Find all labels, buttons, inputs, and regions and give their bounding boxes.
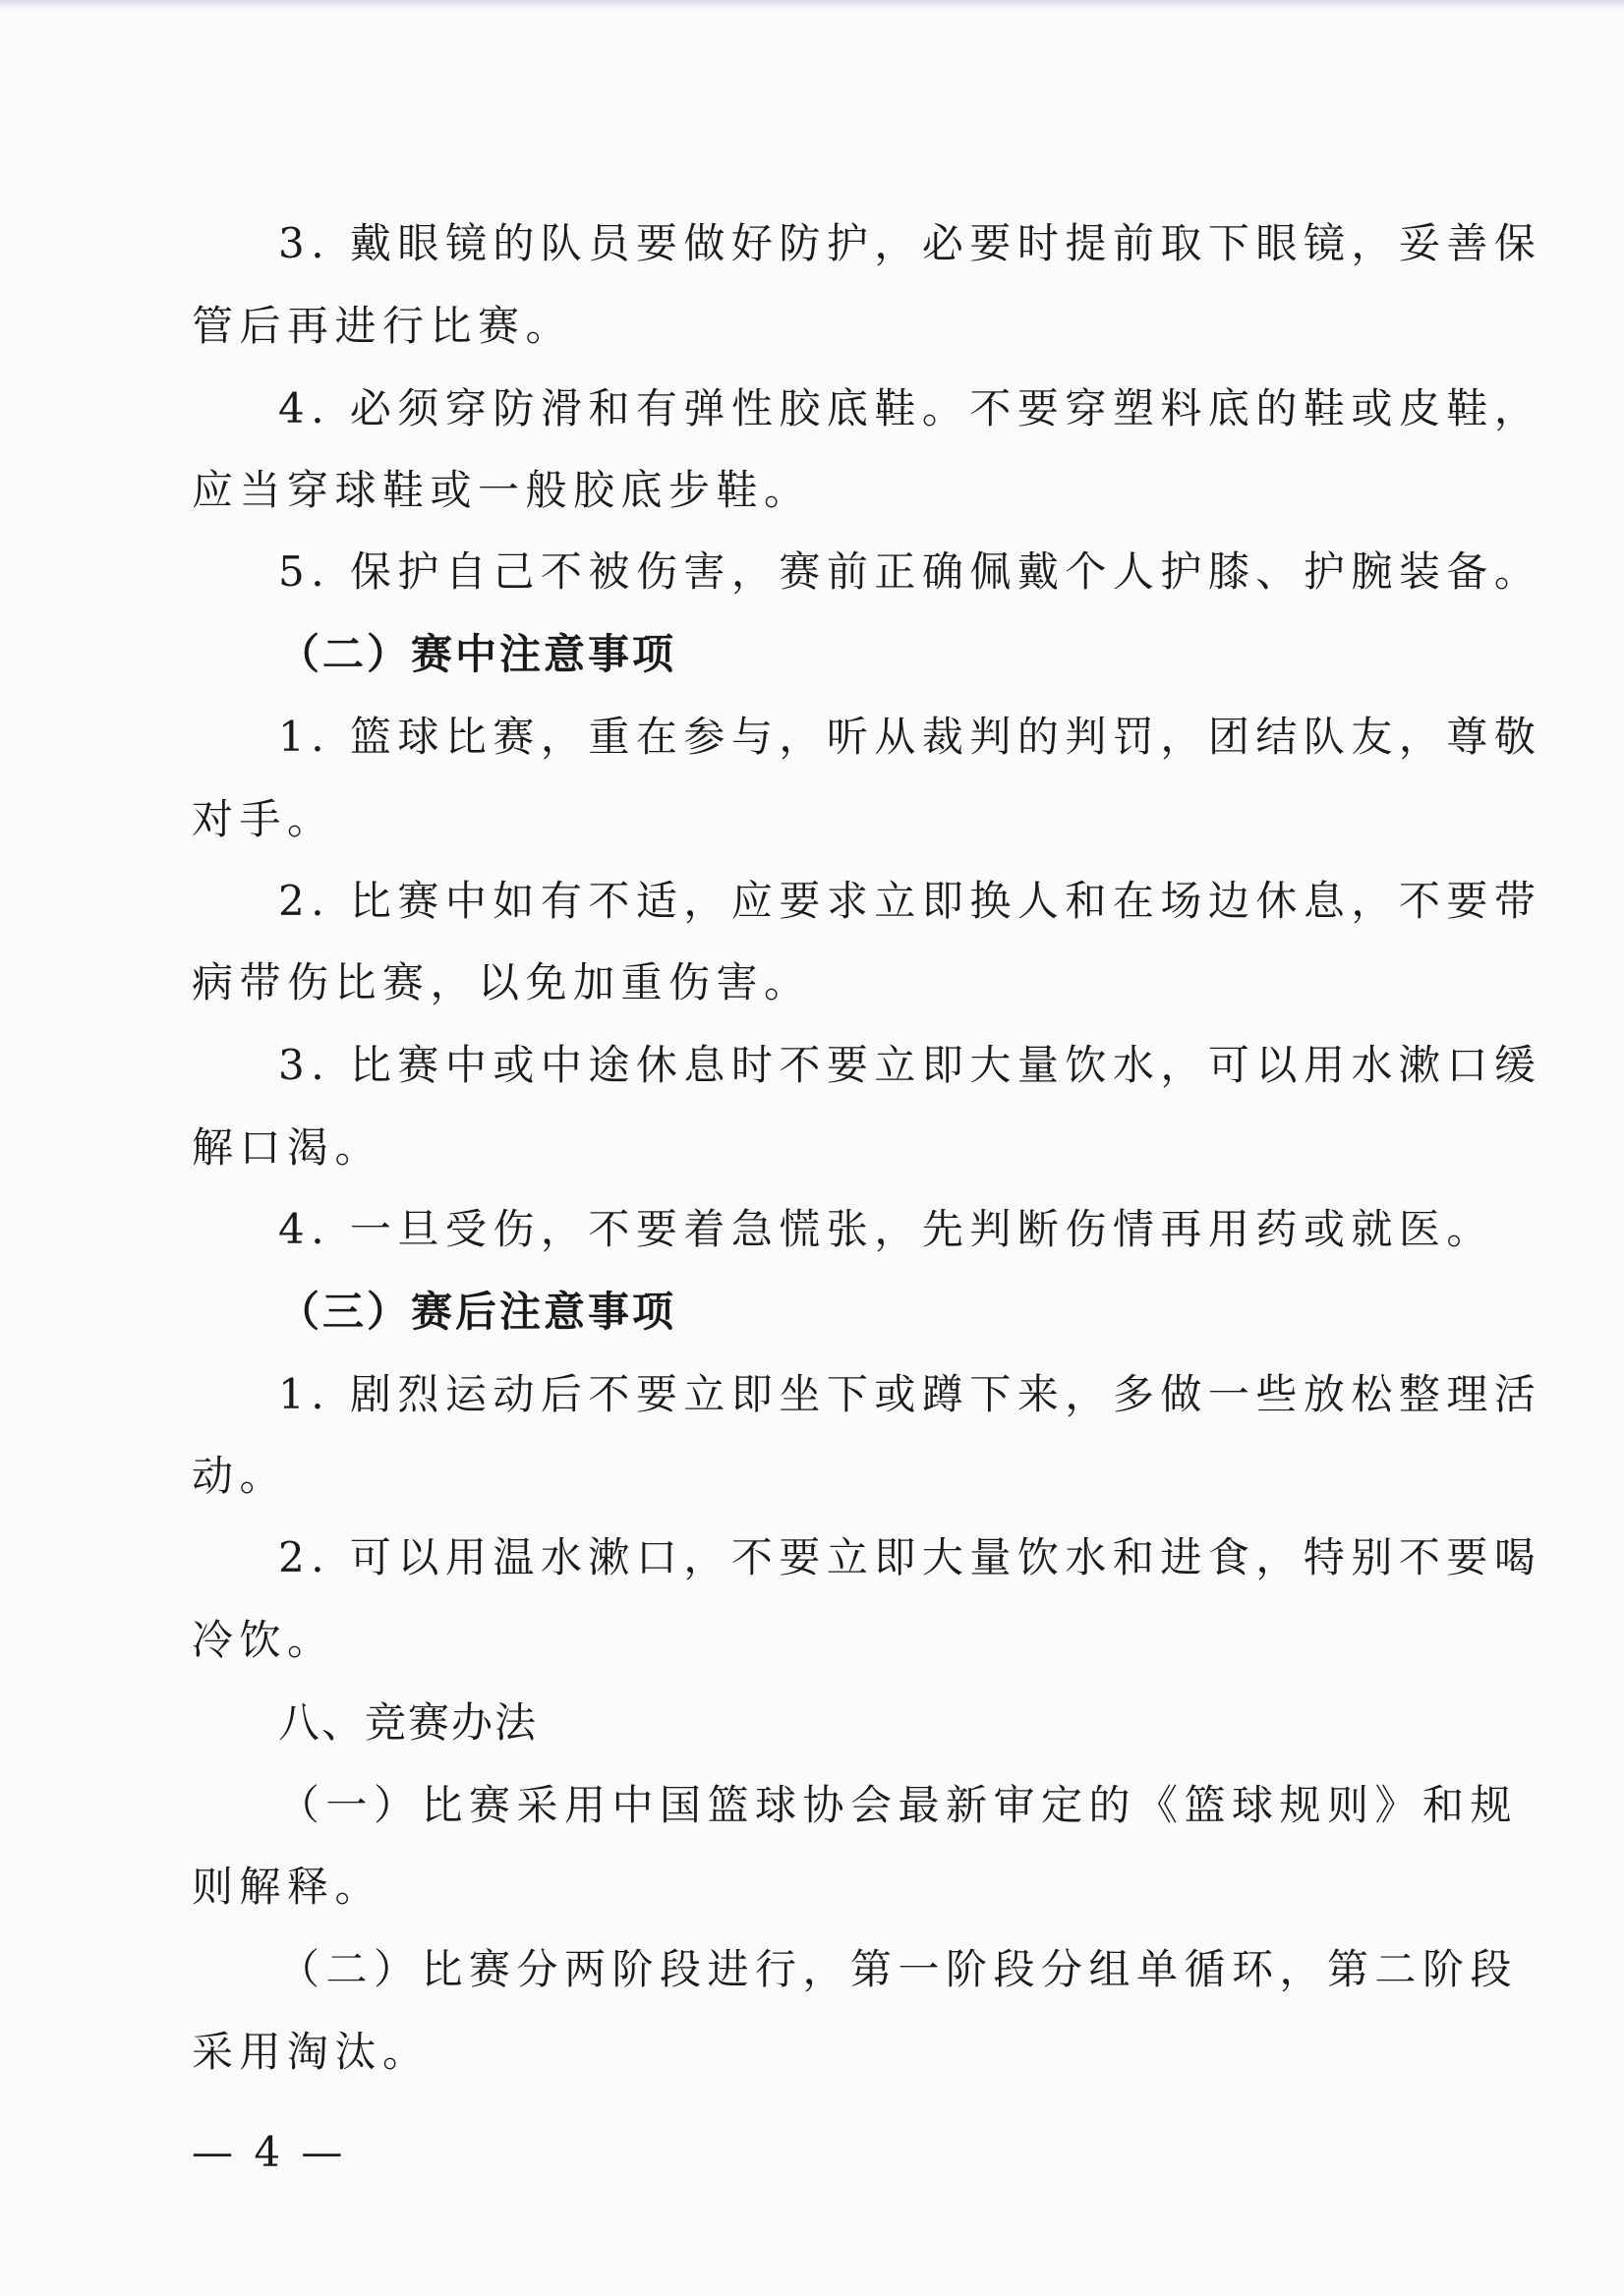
paragraph-line: 3. 戴眼镜的队员要做好防护，必要时提前取下眼镜，妥善保 — [278, 219, 1542, 267]
paragraph-line: （一）比赛采用中国篮球协会最新审定的《篮球规则》和规 — [278, 1781, 1519, 1829]
subsection-heading: （二）赛中注意事项 — [278, 630, 677, 678]
paragraph-line: 冷饮。 — [192, 1616, 335, 1664]
paragraph-line: 2. 比赛中如有不适，应要求立即换人和在场边休息，不要带 — [278, 877, 1542, 925]
paragraph-line: 管后再进行比赛。 — [192, 302, 574, 350]
paragraph-line: 5. 保护自己不被伤害，赛前正确佩戴个人护膝、护腕装备。 — [278, 547, 1542, 596]
paragraph-line: 则解释。 — [192, 1863, 383, 1911]
section-heading: 八、竞赛办法 — [278, 1698, 539, 1747]
paragraph-line: （二）比赛分两阶段进行，第一阶段分组单循环，第二阶段 — [278, 1945, 1519, 1993]
paragraph-line: 2. 可以用温水漱口，不要立即大量饮水和进食，特别不要喝 — [278, 1533, 1542, 1581]
paragraph-line: 1. 篮球比赛，重在参与，听从裁判的判罚，团结队友，尊敬 — [278, 713, 1542, 761]
paragraph-line: 采用淘汰。 — [192, 2028, 431, 2076]
paragraph-line: 4. 一旦受伤，不要着急慌张，先判断伤情再用药或就医。 — [278, 1205, 1494, 1253]
page-number: — 4 — — [192, 2128, 347, 2176]
paragraph-line: 解口渴。 — [192, 1123, 383, 1172]
paragraph-line: 病带伤比赛，以免加重伤害。 — [192, 958, 812, 1006]
paragraph-line: 1. 剧烈运动后不要立即坐下或蹲下来，多做一些放松整理活 — [278, 1370, 1542, 1418]
paragraph-line: 3. 比赛中或中途休息时不要立即大量饮水，可以用水漱口缓 — [278, 1041, 1542, 1089]
paragraph-line: 对手。 — [192, 795, 335, 843]
subsection-heading: （三）赛后注意事项 — [278, 1288, 677, 1336]
paragraph-line: 4. 必须穿防滑和有弹性胶底鞋。不要穿塑料底的鞋或皮鞋， — [278, 384, 1542, 432]
paragraph-line: 应当穿球鞋或一般胶底步鞋。 — [192, 466, 812, 514]
paragraph-line: 动。 — [192, 1452, 288, 1500]
